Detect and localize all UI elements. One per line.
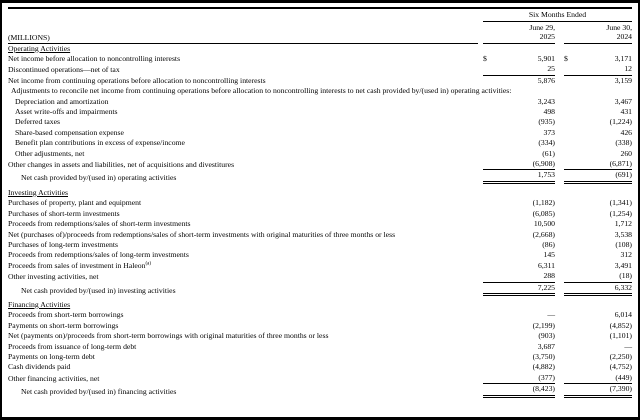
value-2024-amount: 12 bbox=[624, 64, 632, 74]
row-label: Cash dividends paid bbox=[8, 362, 71, 372]
table-row bbox=[8, 271, 632, 282]
value-2024 bbox=[564, 54, 632, 64]
column-header-row bbox=[8, 24, 632, 44]
table-row bbox=[8, 384, 632, 397]
value-2025 bbox=[483, 64, 555, 75]
table-row bbox=[8, 331, 632, 341]
table-row bbox=[8, 352, 632, 362]
value-2024-amount: 3,538 bbox=[614, 229, 632, 239]
row-label-wrap bbox=[8, 331, 483, 341]
row-label: Net cash provided by/(used in) operating activities bbox=[21, 173, 177, 183]
row-label: Proceeds from sales of investment in Haleon bbox=[8, 260, 146, 270]
row-label: Net cash provided by/(used in) financing activities bbox=[21, 387, 177, 397]
value-2024 bbox=[564, 342, 632, 352]
column-header-2025 bbox=[483, 24, 555, 44]
value-2024-amount: 312 bbox=[620, 250, 632, 260]
row-label-wrap bbox=[8, 198, 483, 208]
row-label-wrap bbox=[8, 240, 483, 250]
value-2024 bbox=[564, 321, 632, 331]
value-2025 bbox=[483, 107, 555, 117]
value-2024-amount: (449) bbox=[615, 372, 632, 382]
value-2025-amount: (86) bbox=[542, 239, 555, 249]
value-2024-amount: 3,467 bbox=[614, 96, 632, 106]
value-2025 bbox=[483, 271, 555, 282]
value-2024-amount: 1,712 bbox=[614, 219, 632, 229]
value-2025-amount: 6,311 bbox=[537, 260, 555, 270]
row-label: Discontinued operations—net of tax bbox=[8, 65, 120, 75]
row-label: Benefit plan contributions in excess of expense/income bbox=[15, 138, 185, 148]
row-label-wrap bbox=[8, 117, 483, 127]
value-2025-amount: 3,243 bbox=[537, 96, 555, 106]
value-2025-amount: (8,423) bbox=[532, 384, 555, 394]
value-2025-amount: 10,500 bbox=[533, 219, 555, 229]
value-2024-amount: (7,390) bbox=[609, 384, 632, 394]
table-row bbox=[8, 261, 632, 271]
table-row bbox=[8, 159, 632, 170]
section-label: Financing Activities bbox=[8, 299, 71, 309]
value-2025 bbox=[483, 373, 555, 384]
value-2025 bbox=[483, 198, 555, 208]
table-row bbox=[8, 128, 632, 138]
row-label: Other financing activities, net bbox=[8, 373, 100, 383]
value-2025-amount: (61) bbox=[542, 148, 555, 158]
column-header-2024 bbox=[564, 24, 632, 44]
value-2025 bbox=[483, 321, 555, 331]
value-2024 bbox=[564, 283, 632, 296]
row-label: Asset write-offs and impairments bbox=[15, 107, 118, 117]
value-2025 bbox=[483, 362, 555, 372]
note-row bbox=[8, 86, 632, 96]
value-2024 bbox=[564, 362, 632, 372]
table-row bbox=[8, 321, 632, 331]
section-label: Operating Activities bbox=[8, 43, 71, 53]
row-label: Net (payments on)/proceeds from short-term borrowings with original maturities of three months or less bbox=[8, 331, 329, 341]
row-label-wrap bbox=[8, 65, 483, 75]
value-2024 bbox=[564, 76, 632, 86]
section-header-row bbox=[8, 188, 632, 198]
period-header-row bbox=[8, 10, 632, 22]
value-2025-amount: (2,668) bbox=[532, 229, 555, 239]
value-2024 bbox=[564, 384, 632, 397]
value-2025-amount: 498 bbox=[543, 107, 555, 117]
table-row bbox=[8, 373, 632, 384]
column-header-2025-line2: 2025 bbox=[539, 31, 555, 41]
dollar-sign: $ bbox=[483, 54, 487, 63]
value-2024 bbox=[564, 159, 632, 170]
row-label: Purchases of property, plant and equipment bbox=[8, 198, 142, 208]
section-header-row bbox=[8, 44, 632, 54]
value-2024 bbox=[564, 209, 632, 219]
row-label: Proceeds from redemptions/sales of short-term investments bbox=[8, 219, 191, 229]
section-label: Investing Activities bbox=[8, 187, 68, 197]
row-label-wrap bbox=[8, 250, 483, 260]
dollar-sign: $ bbox=[564, 54, 568, 63]
value-2024 bbox=[564, 271, 632, 282]
value-2024 bbox=[564, 310, 632, 320]
column-header-2024-line2: 2024 bbox=[616, 31, 632, 41]
row-label: Net income before allocation to noncontrolling interests bbox=[8, 54, 181, 63]
value-2025-amount: 288 bbox=[543, 271, 555, 281]
value-2024-amount: (1,341) bbox=[609, 198, 632, 208]
value-2025-amount: (2,199) bbox=[532, 320, 555, 330]
value-2025-amount: 373 bbox=[543, 127, 555, 137]
value-2025 bbox=[483, 352, 555, 362]
value-2024 bbox=[564, 250, 632, 260]
value-2024-amount: (1,224) bbox=[609, 117, 632, 127]
row-label: Payments on long-term debt bbox=[8, 351, 95, 361]
value-2024 bbox=[564, 373, 632, 384]
value-2025 bbox=[483, 283, 555, 296]
row-label-wrap bbox=[8, 321, 483, 331]
value-2024 bbox=[564, 352, 632, 362]
row-label-wrap bbox=[8, 107, 483, 117]
value-2024-amount: (338) bbox=[615, 138, 632, 148]
value-2025-amount: 7,225 bbox=[537, 282, 555, 292]
value-2024 bbox=[564, 117, 632, 127]
table-row bbox=[8, 117, 632, 127]
value-2025 bbox=[483, 230, 555, 240]
value-2025 bbox=[483, 240, 555, 250]
value-2025-amount: (6,085) bbox=[532, 208, 555, 218]
row-label-wrap bbox=[8, 160, 483, 170]
row-label: Proceeds from short-term borrowings bbox=[8, 310, 124, 320]
table-row bbox=[8, 198, 632, 208]
value-2025 bbox=[483, 138, 555, 148]
section-header-row bbox=[8, 300, 632, 310]
table-row bbox=[8, 219, 632, 229]
value-2025-amount: (903) bbox=[538, 331, 555, 341]
value-2025 bbox=[483, 128, 555, 138]
table-row bbox=[8, 362, 632, 372]
value-2025 bbox=[483, 149, 555, 159]
row-label: Share-based compensation expense bbox=[15, 127, 124, 137]
row-label-wrap bbox=[8, 286, 483, 296]
value-2024-amount: (6,871) bbox=[609, 159, 632, 169]
value-2024-amount: 3,159 bbox=[614, 75, 632, 85]
value-2025-amount: (3,750) bbox=[532, 351, 555, 361]
value-2025 bbox=[483, 384, 555, 397]
row-label-wrap bbox=[8, 97, 483, 107]
row-label: Net (purchases of)/proceeds from redemptions/sales of short-term investments with original maturities of three months or less bbox=[8, 229, 396, 239]
table-row bbox=[8, 310, 632, 320]
period-header-label: Six Months Ended bbox=[483, 10, 632, 22]
value-2024 bbox=[564, 149, 632, 159]
value-2025 bbox=[483, 261, 555, 271]
row-label-wrap bbox=[8, 342, 483, 352]
row-label: Proceeds from redemptions/sales of long-term investments bbox=[8, 250, 189, 260]
row-label: Deferred taxes bbox=[15, 117, 61, 127]
value-2024-amount: (4,752) bbox=[609, 362, 632, 372]
value-2025-amount: 5,876 bbox=[537, 75, 555, 85]
row-label-wrap bbox=[8, 352, 483, 362]
column-header-2025-line1: June 29, bbox=[529, 23, 555, 32]
value-2024 bbox=[564, 64, 632, 75]
row-label-wrap bbox=[8, 310, 483, 320]
value-2025-amount: 25 bbox=[547, 64, 555, 74]
column-header-2024-line1: June 30, bbox=[606, 23, 632, 32]
table-row bbox=[8, 149, 632, 159]
top-rule bbox=[8, 7, 632, 9]
row-label-wrap bbox=[8, 76, 483, 86]
value-2024-amount: (691) bbox=[615, 170, 632, 180]
table-row bbox=[8, 283, 632, 296]
value-2024-amount: (4,852) bbox=[609, 320, 632, 330]
table-row bbox=[8, 97, 632, 107]
table-row bbox=[8, 342, 632, 352]
value-2025 bbox=[483, 310, 555, 320]
row-label-wrap bbox=[8, 261, 483, 271]
value-2024 bbox=[564, 198, 632, 208]
value-2024 bbox=[564, 138, 632, 148]
row-label: Net income from continuing operations before allocation to noncontrolling interests bbox=[8, 75, 266, 85]
value-2025 bbox=[483, 76, 555, 86]
row-label: Purchases of long-term investments bbox=[8, 239, 118, 249]
value-2024-amount: (2,250) bbox=[609, 351, 632, 361]
row-label-wrap bbox=[8, 173, 483, 183]
table-row bbox=[8, 138, 632, 148]
value-2025-amount: (334) bbox=[538, 138, 555, 148]
row-label: Other changes in assets and liabilities, net of acquisitions and divestitures bbox=[8, 160, 235, 170]
value-2025 bbox=[483, 331, 555, 341]
row-label-wrap bbox=[8, 149, 483, 159]
value-2024 bbox=[564, 240, 632, 250]
value-2024-amount: 3,171 bbox=[614, 54, 632, 63]
table-row bbox=[8, 107, 632, 117]
row-label: Purchases of short-term investments bbox=[8, 208, 120, 218]
value-2025-amount: 5,901 bbox=[537, 54, 555, 63]
row-label: Payments on short-term borrowings bbox=[8, 320, 119, 330]
value-2024-amount: (1,101) bbox=[609, 331, 632, 341]
value-2025-amount: (1,182) bbox=[532, 198, 555, 208]
table-row bbox=[8, 76, 632, 86]
value-2025 bbox=[483, 97, 555, 107]
value-2025-amount: (377) bbox=[538, 372, 555, 382]
value-2024 bbox=[564, 219, 632, 229]
value-2024-amount: 260 bbox=[620, 148, 632, 158]
footnote-marker: (a) bbox=[145, 261, 152, 267]
value-2024-amount: 6,332 bbox=[614, 282, 632, 292]
value-2024-amount: (1,254) bbox=[609, 208, 632, 218]
value-2024 bbox=[564, 128, 632, 138]
value-2024-amount: 6,014 bbox=[614, 310, 632, 320]
value-2025 bbox=[483, 250, 555, 260]
value-2024-amount: — bbox=[624, 341, 632, 351]
row-label-wrap bbox=[8, 387, 483, 397]
value-2025 bbox=[483, 209, 555, 219]
value-2025 bbox=[483, 117, 555, 127]
value-2024-amount: 431 bbox=[620, 107, 632, 117]
row-label-wrap bbox=[8, 362, 483, 372]
value-2024 bbox=[564, 170, 632, 183]
table-row bbox=[8, 209, 632, 219]
row-label-wrap bbox=[8, 230, 483, 240]
row-label-wrap bbox=[8, 128, 483, 138]
value-2024 bbox=[564, 97, 632, 107]
value-2024 bbox=[564, 107, 632, 117]
row-label-wrap bbox=[8, 54, 483, 64]
table-row bbox=[8, 64, 632, 75]
row-label: Depreciation and amortization bbox=[15, 96, 109, 106]
value-2024-amount: (108) bbox=[615, 239, 632, 249]
row-label: Other adjustments, net bbox=[15, 148, 85, 158]
table-row bbox=[8, 250, 632, 260]
value-2025 bbox=[483, 54, 555, 64]
row-label-wrap bbox=[8, 219, 483, 229]
value-2024-amount: (18) bbox=[619, 271, 632, 281]
table-row bbox=[8, 230, 632, 240]
value-2025-amount: 145 bbox=[543, 250, 555, 260]
row-label: Proceeds from issuance of long-term debt bbox=[8, 341, 137, 351]
value-2025-amount: 1,753 bbox=[537, 170, 555, 180]
value-2025-amount: (935) bbox=[538, 117, 555, 127]
row-label-wrap bbox=[8, 374, 483, 384]
value-2025-amount: (4,882) bbox=[532, 362, 555, 372]
header-spacer bbox=[8, 10, 483, 22]
table-row bbox=[8, 240, 632, 250]
value-2024 bbox=[564, 331, 632, 341]
value-2024-amount: 426 bbox=[620, 127, 632, 137]
statement-rows bbox=[8, 44, 632, 398]
value-2025-amount: 3,687 bbox=[537, 341, 555, 351]
row-label-wrap bbox=[8, 272, 483, 282]
value-2024 bbox=[564, 261, 632, 271]
value-2025-amount: (6,908) bbox=[532, 159, 555, 169]
row-label: Adjustments to reconcile net income from continuing operations before allocation to noncontrolling interests to net cash provided by/(used in) operating activities: bbox=[11, 86, 512, 96]
table-row bbox=[8, 170, 632, 183]
millions-label: (MILLIONS) bbox=[8, 33, 478, 44]
value-2024-amount: 3,491 bbox=[614, 260, 632, 270]
row-label-wrap bbox=[8, 138, 483, 148]
row-label: Other investing activities, net bbox=[8, 272, 99, 282]
value-2025 bbox=[483, 170, 555, 183]
value-2025-amount: — bbox=[547, 310, 555, 320]
value-2025 bbox=[483, 342, 555, 352]
table-row bbox=[8, 54, 632, 64]
value-2025 bbox=[483, 159, 555, 170]
row-label: Net cash provided by/(used in) investing activities bbox=[21, 285, 176, 295]
value-2024 bbox=[564, 230, 632, 240]
value-2025 bbox=[483, 219, 555, 229]
row-label-wrap bbox=[8, 209, 483, 219]
